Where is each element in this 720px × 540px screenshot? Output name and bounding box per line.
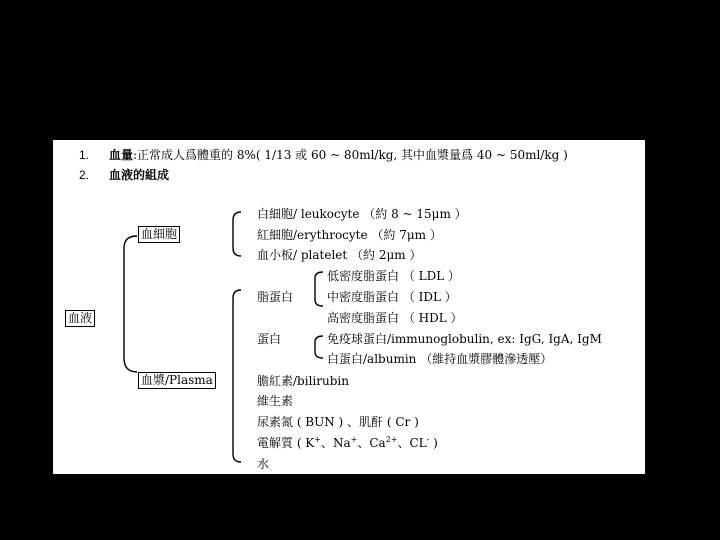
electrolytes-prefix: 電解質 ( K	[257, 436, 315, 450]
document-page	[53, 140, 645, 474]
plasma-bilirubin: 膽紅素/bilirubin	[257, 374, 349, 388]
item-2-number: 2.	[79, 168, 90, 182]
electrolytes-ca: 、Ca	[357, 436, 386, 450]
cells-bracket	[233, 212, 241, 256]
tree-root-blood: 血液	[65, 310, 95, 327]
item-2-heading: 血液的組成	[109, 168, 170, 182]
lipoprotein-label: 脂蛋白	[257, 290, 294, 304]
plasma-label: 血漿/Plasma	[138, 372, 216, 389]
item-1-text: :正常成人爲體重的 8%( 1/13 或 60 ~ 80ml/kg, 其中血漿量爲 40 ~ 50ml/kg )	[133, 148, 568, 162]
cl-superscript: -	[426, 435, 430, 444]
plasma-electrolytes	[257, 436, 438, 450]
root-bracket	[124, 236, 137, 372]
ca-superscript: 2+	[385, 435, 398, 444]
electrolytes-suffix: )	[429, 436, 438, 450]
item-1-number: 1.	[79, 148, 90, 162]
lipoprotein-ldl: 低密度脂蛋白 （ LDL ）	[327, 269, 461, 283]
item-1-heading: 血量	[109, 148, 134, 162]
lipoprotein-idl: 中密度脂蛋白 （ IDL ）	[327, 290, 457, 304]
plasma-vitamins: 維生素	[257, 394, 294, 408]
lipoprotein-hdl: 高密度脂蛋白 （ HDL ）	[327, 311, 463, 325]
protein-immunoglobulin: 免疫球蛋白/immunoglobulin, ex: IgG, IgA, IgM	[327, 332, 602, 346]
electrolytes-na: 、Na	[320, 436, 351, 450]
protein-albumin: 白蛋白/albumin （維持血漿膠體滲透壓）	[327, 352, 553, 366]
lipoprotein-bracket	[315, 272, 323, 306]
cell-platelet: 血小板/ platelet （約 2μm ）	[257, 248, 422, 262]
plasma-bun-cr: 尿素氮 ( BUN ) 、肌酐 ( Cr )	[257, 415, 419, 429]
cells-label: 血細胞	[138, 226, 180, 243]
na-superscript: +	[350, 435, 358, 444]
plasma-bracket	[233, 290, 241, 462]
cell-erythrocyte: 紅細胞/erythrocyte （約 7μm ）	[257, 228, 442, 242]
plasma-water: 水	[257, 457, 270, 471]
electrolytes-cl: 、CL	[397, 436, 427, 450]
k-superscript: +	[314, 435, 321, 444]
protein-label: 蛋白	[257, 332, 282, 346]
protein-bracket	[315, 336, 323, 358]
cell-leukocyte: 白細胞/ leukocyte （約 8 ~ 15μm ）	[257, 207, 467, 221]
